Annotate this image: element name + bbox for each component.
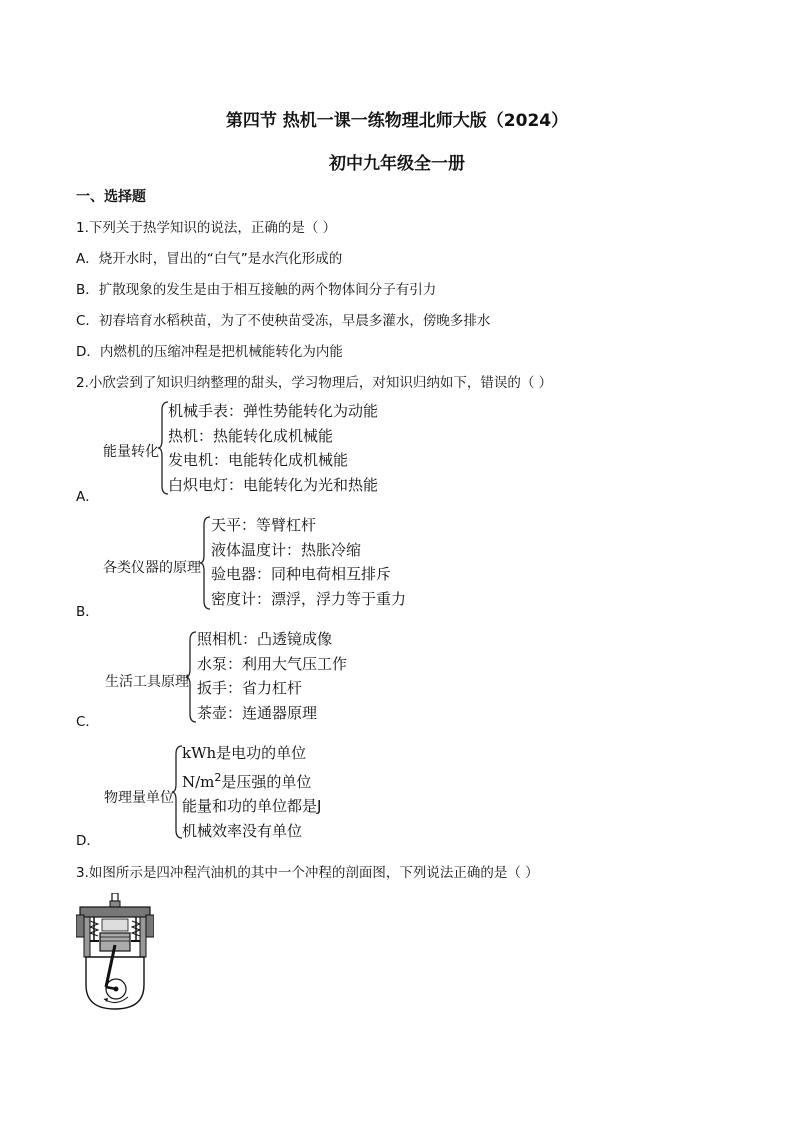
q2-c-category: 生活工具原理	[105, 674, 189, 690]
q2-c-item: 照相机：凸透镜成像	[197, 630, 333, 648]
q2-a-category: 能量转化	[103, 444, 159, 460]
q2-d-category: 物理量单位	[104, 790, 174, 806]
q1-option-c: C．初春培育水稻秧苗，为了不使秧苗受冻，早晨多灌水，傍晚多排水	[76, 313, 491, 329]
page-subtitle: 初中九年级全一册	[329, 154, 465, 174]
q2-d-item: 能量和功的单位都是J	[182, 797, 322, 815]
page-title: 第四节 热机一课一练物理北师大版（2024）	[225, 111, 569, 131]
q2-b-letter: B．	[76, 604, 99, 620]
unit-text: N/m	[182, 772, 215, 791]
q2-d-item: kWh是电功的单位	[182, 744, 307, 762]
q2-a-item: 机械手表：弹性势能转化为动能	[168, 402, 379, 420]
q2-c-items	[197, 627, 347, 725]
section-title: 一、选择题	[76, 189, 146, 205]
q2-c-item: 水泵：利用大气压工作	[197, 654, 348, 673]
q2-b-item: 验电器：同种电荷相互排斥	[211, 565, 392, 583]
q2-a-item: 发电机：电能转化成机械能	[168, 451, 349, 469]
engine-cross-section-figure	[76, 893, 154, 1011]
q2-d-item	[182, 766, 321, 795]
q2-a-letter: A．	[76, 489, 99, 505]
q2-b-category: 各类仪器的原理	[103, 560, 201, 576]
q2-c-letter: C．	[76, 714, 99, 730]
q2-a-item: 白炽电灯：电能转化为光和热能	[168, 475, 379, 494]
unit-exponent: 2	[214, 770, 222, 784]
q2-b-item: 液体温度计：热胀冷缩	[211, 540, 362, 559]
q1-option-b: B．扩散现象的发生是由于相互接触的两个物体间分子有引力	[76, 282, 437, 298]
q2-b-item: 天平：等臂杠杆	[211, 516, 317, 534]
q2-d-items	[182, 741, 321, 843]
q2-b-item: 密度计：漂浮，浮力等于重力	[211, 589, 407, 608]
q2-d-item: 机械效率没有单位	[182, 821, 303, 840]
q2-a-item: 热机：热能转化成机械能	[168, 426, 334, 445]
q2-stem: 2.小欣尝到了知识归纳整理的甜头，学习物理后，对知识归纳如下，错误的（ ）	[76, 375, 553, 391]
q2-b-items	[211, 513, 406, 611]
q2-d-letter: D．	[76, 833, 100, 849]
q2-c-item: 茶壶：连通器原理	[197, 703, 318, 722]
unit-desc: 是压强的单位	[221, 772, 312, 791]
q3-stem: 3.如图所示是四冲程汽油机的其中一个冲程的剖面图，下列说法正确的是（ ）	[76, 865, 539, 881]
q2-a-items	[168, 399, 378, 497]
q1-option-d: D．内燃机的压缩冲程是把机械能转化为内能	[76, 344, 343, 360]
q1-option-a: A．烧开水时，冒出的“白气”是水汽化形成的	[76, 251, 343, 267]
q1-stem: 1.下列关于热学知识的说法，正确的是（ ）	[76, 220, 337, 236]
q2-c-item: 扳手：省力杠杆	[197, 679, 303, 697]
